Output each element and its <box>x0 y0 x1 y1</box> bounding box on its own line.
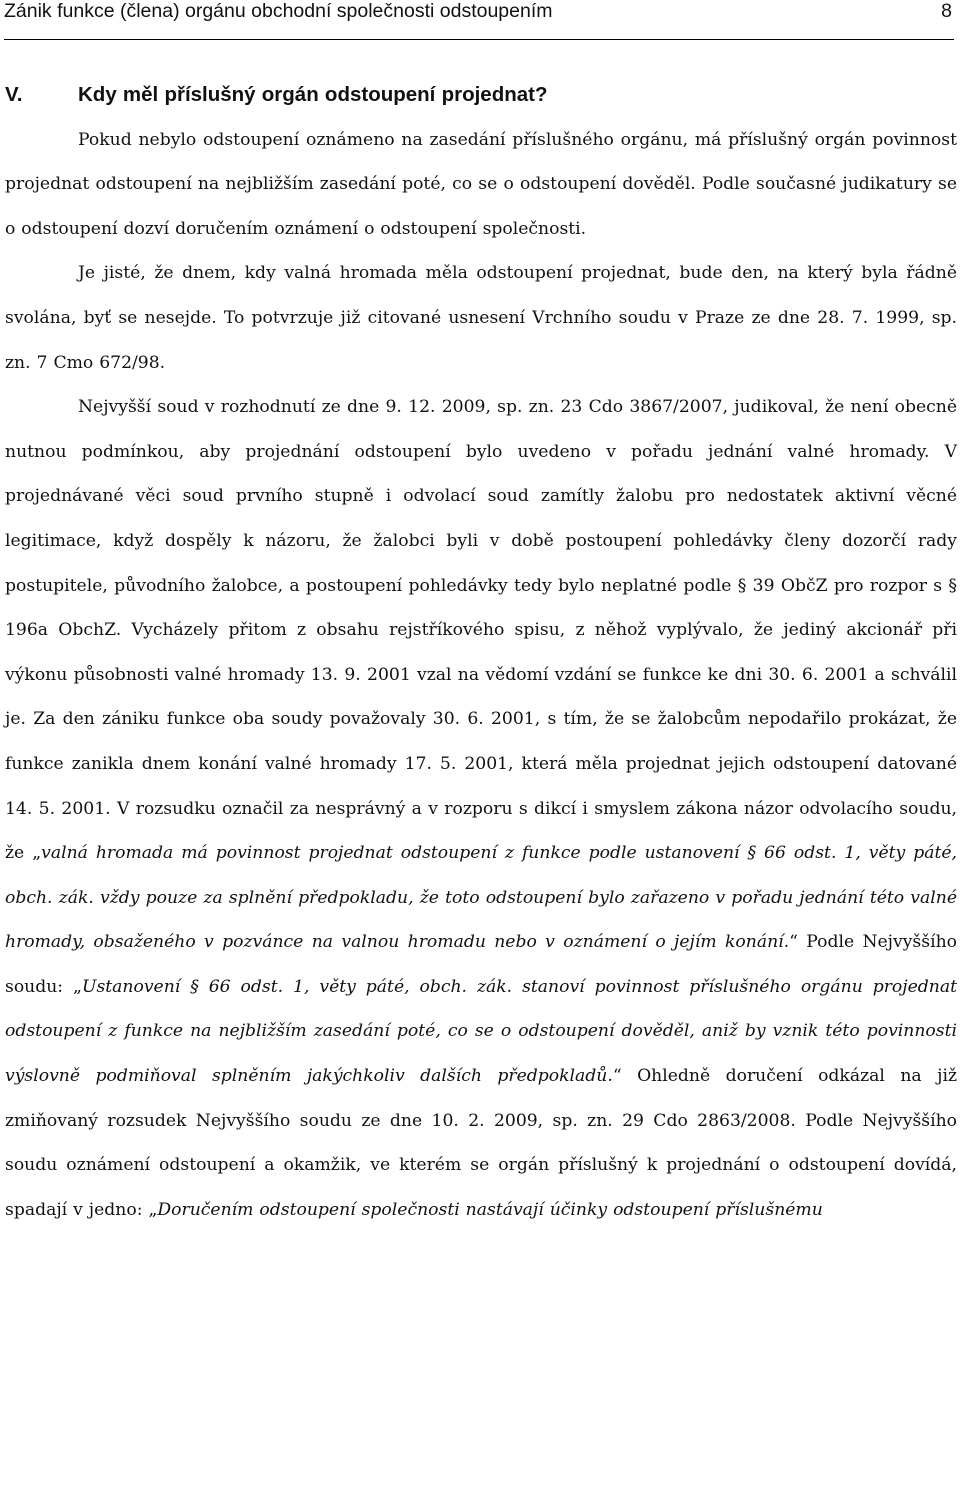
paragraph-2: Je jisté, že dnem, kdy valná hromada měla odstoupení projednat, bude den, na který byla řádně svolána, byť se nesejde. To potvrzuje již citované usnesení Vrchního soudu v Praze ze dne 28. 7. 1999, sp. zn. 7 Cmo 672/98. <box>5 263 957 373</box>
paragraph-3-text-3: “ Ohledně doručení odkázal na již zmiňovaný rozsudek Nejvyššího soudu ze dne 10. 2. 2009, sp. zn. 29 Cdo 2863/2008. Podle Nejvyššího soudu oznámení odstoupení a okamžik, ve kterém se orgán příslušný k projednání o odstoupení dovídá, spadají v jedno: „ <box>5 1066 958 1220</box>
paragraph-1: Pokud nebylo odstoupení oznámeno na zasedání příslušného orgánu, má příslušný orgán povinnost projednat odstoupení na nejbližším zasedání poté, co se o odstoupení dověděl. Podle současné judikatury se o odstoupení dozví doručením oznámení o odstoupení společnosti. <box>5 129 957 239</box>
paragraph-3-quote-3: Doručením odstoupení společnosti nastávají účinky odstoupení příslušnému <box>157 1199 823 1220</box>
paragraph-3 <box>5 385 957 1232</box>
section-heading <box>5 73 957 118</box>
paragraph-3-text-2: “ Podle Nejvyššího soudu: „ <box>5 932 957 997</box>
paragraph-3-quote-2: Ustanovení § 66 odst. 1, věty páté, obch. zák. stanoví povinnost příslušného orgánu projednat odstoupení z funkce na nejbližším zasedání poté, co se o odstoupení dověděl, aniž by vznik této povinnosti výslovně podmiňoval splněním jakýchkoliv dalších předpokladů. <box>5 976 958 1087</box>
section-number: V. <box>5 83 23 106</box>
document-body <box>5 73 957 1232</box>
paragraph-3-text-1: Nejvyšší soud v rozhodnutí ze dne 9. 12. 2009, sp. zn. 23 Cdo 3867/2007, judikoval, že není obecně nutnou podmínkou, aby projednání odstoupení bylo uvedeno v pořadu jednání valné hromady. V projednávané věci soud prvního stupně i odvolací soud zamítly žalobu pro nedostatek aktivní věcné legitimace, když dospěly k názoru, že žalobci byli v době postoupení pohledávky členy dozorčí rady postupitele, původního žalobce, a postoupení pohledávky tedy bylo neplatné podle § 39 ObčZ pro rozpor s § 196a ObchZ. Vycházely přitom z obsahu rejstříkového spisu, z něhož vyplývalo, že jediný akcionář při výkonu působnosti valné hromady 13. 9. 2001 vzal na vědomí vzdání se funkce ke dni 30. 6. 2001 a schválil je. Za den zániku funkce oba soudy považovaly 30. 6. 2001, s tím, že se žalobcům nepodařilo prokázat, že funkce zanikla dnem konání valné hromady 17. 5. 2001, která měla projednat jejich odstoupení datované 14. 5. 2001. V rozsudku označil za nesprávný a v rozporu s dikcí i smyslem zákona názor odvolacího soudu, že „ <box>5 397 957 864</box>
page-header <box>4 0 954 40</box>
page-number: 8 <box>941 0 952 22</box>
paragraph-3-quote-1: valná hromada má povinnost projednat odstoupení z funkce podle ustanovení § 66 odst. 1, věty páté, obch. zák. vždy pouze za splnění předpokladu, že toto odstoupení bylo zařazeno v pořadu jednání této valné hromady, obsaženého v pozvánce na valnou hromadu nebo v oznámení o jejím konání. <box>5 843 957 953</box>
section-title: Kdy měl příslušný orgán odstoupení projednat? <box>78 83 548 106</box>
header-title: Zánik funkce (člena) orgánu obchodní společnosti odstoupením <box>4 0 553 22</box>
